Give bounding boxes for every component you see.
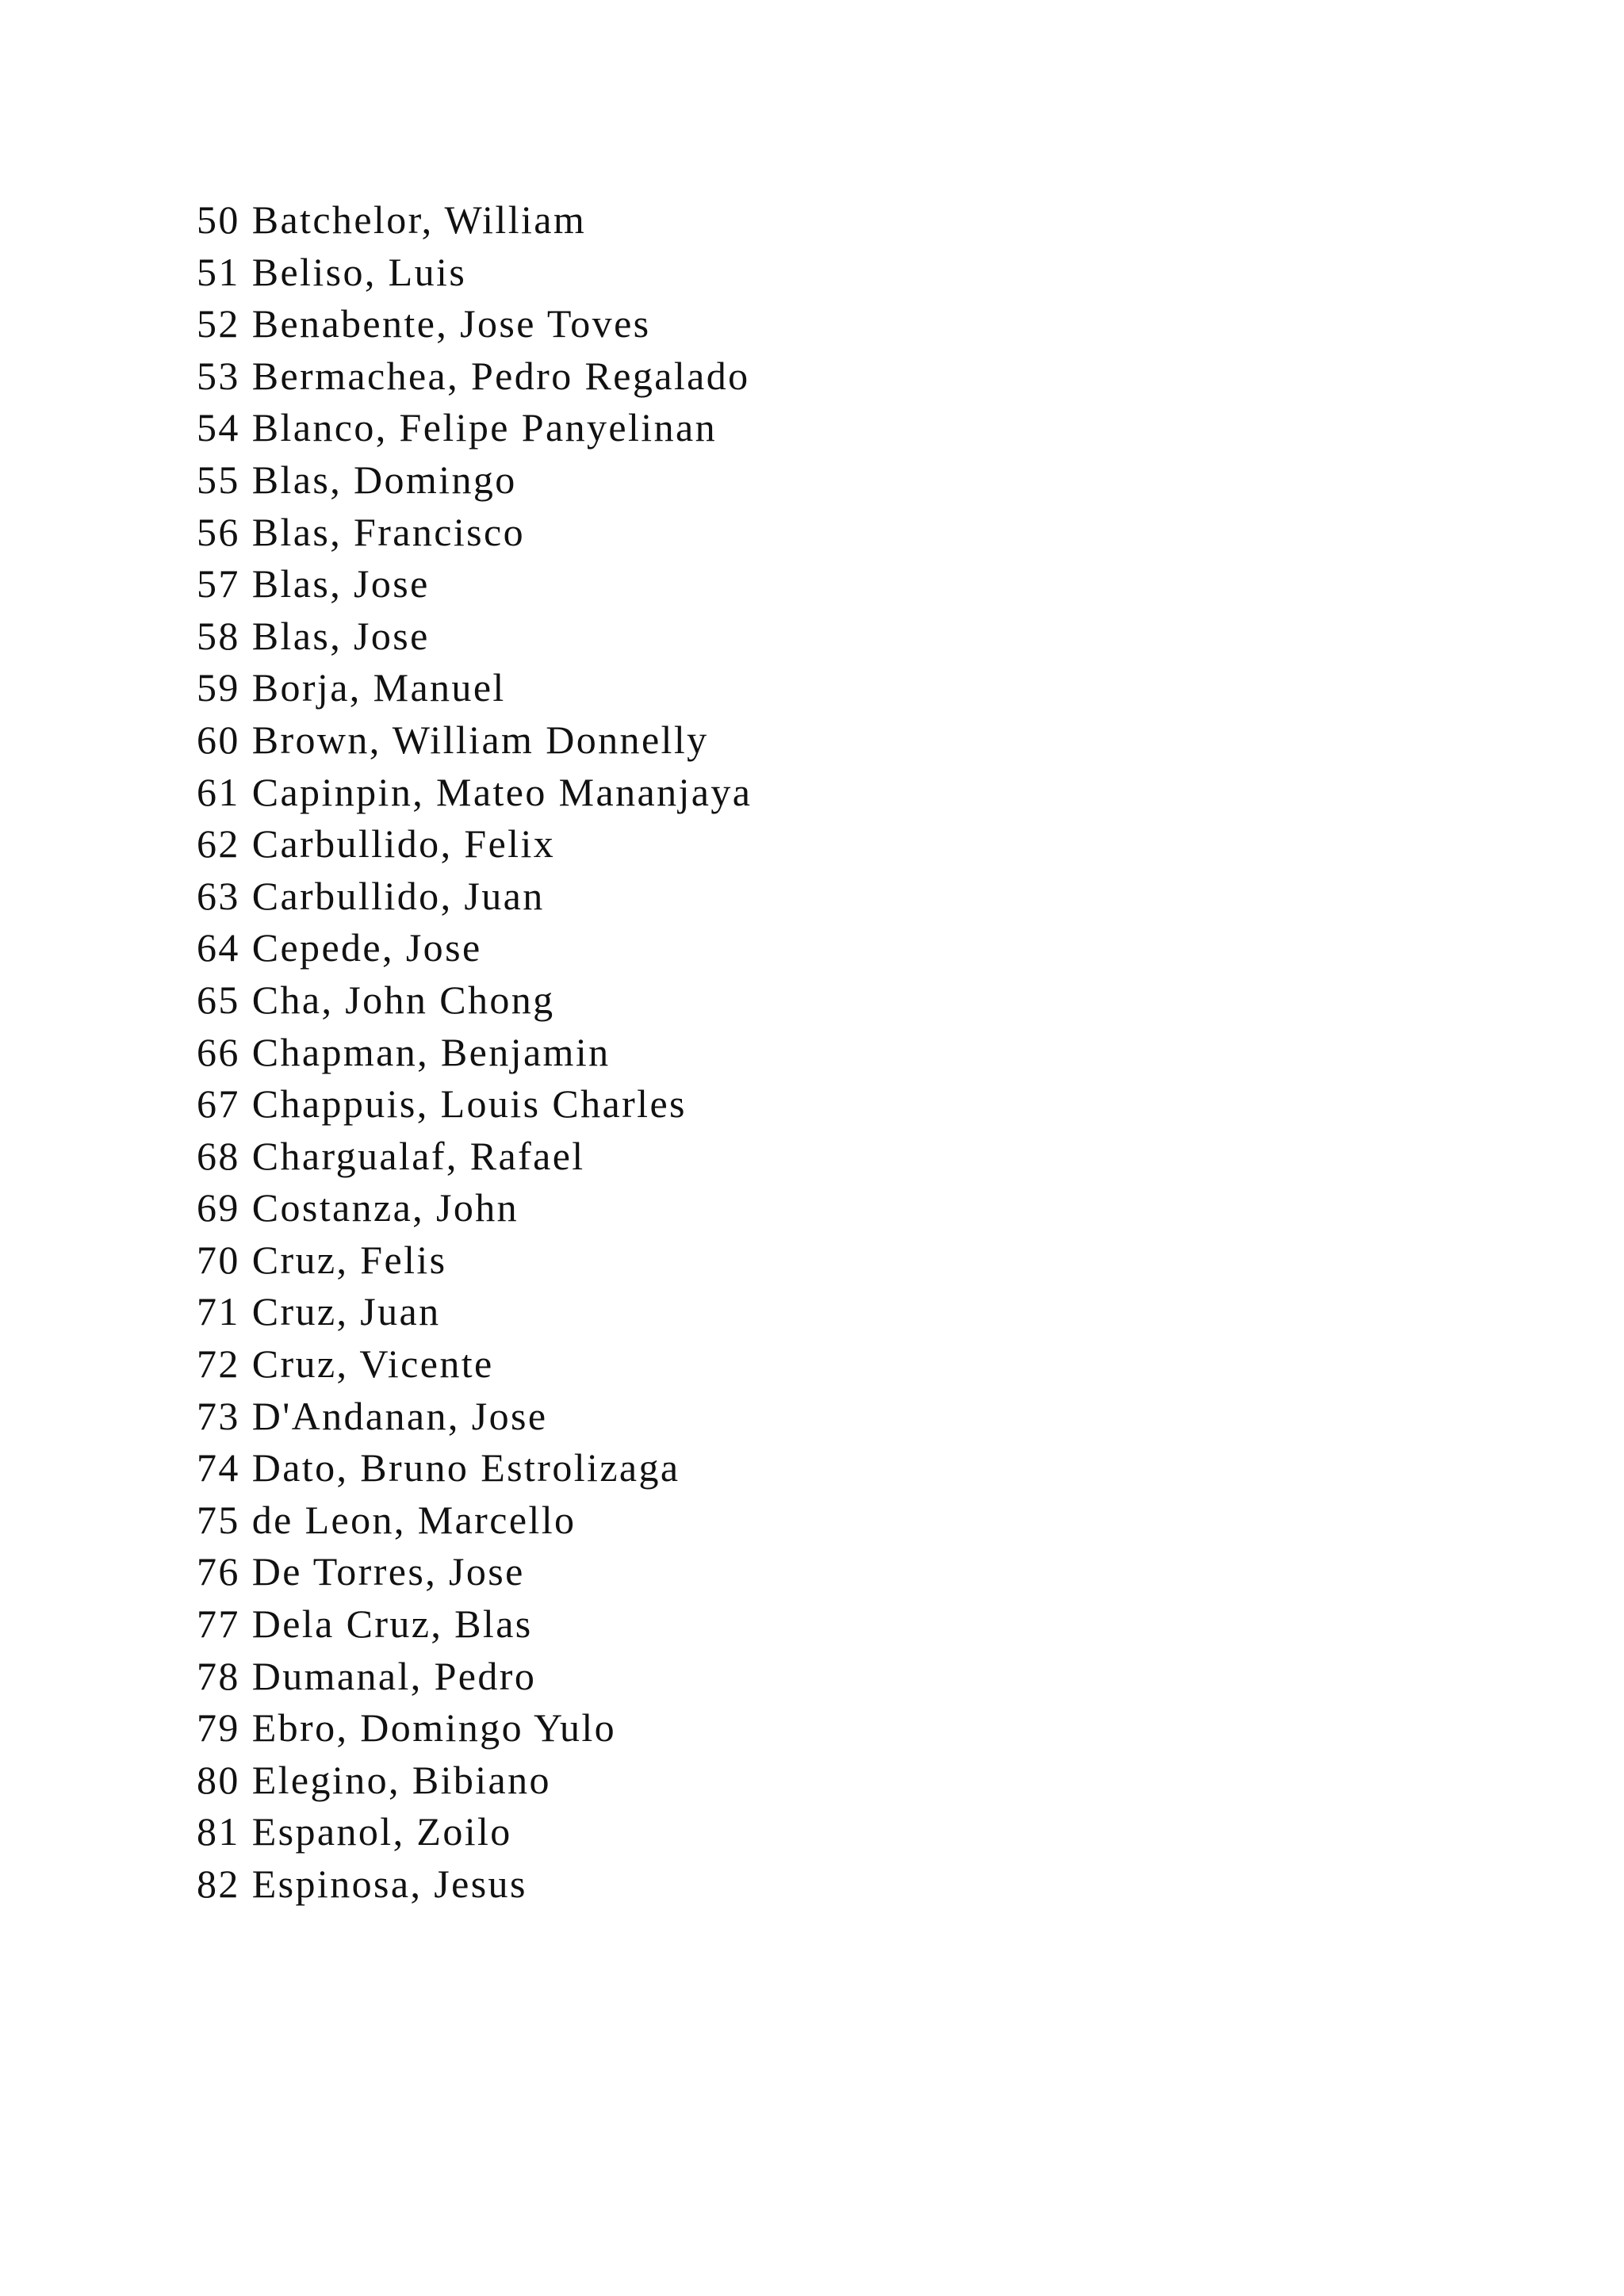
list-item: 59 Borja, Manuel: [197, 665, 506, 710]
list-item: 60 Brown, William Donnelly: [197, 717, 709, 762]
list-item: 72 Cruz, Vicente: [197, 1341, 494, 1387]
list-item: 81 Espanol, Zoilo: [197, 1809, 512, 1854]
list-item: 50 Batchelor, William: [197, 197, 587, 242]
list-item: 58 Blas, Jose: [197, 613, 430, 658]
list-item: 64 Cepede, Jose: [197, 925, 482, 970]
list-item: 75 de Leon, Marcello: [197, 1497, 576, 1542]
list-item: 53 Bermachea, Pedro Regalado: [197, 353, 750, 398]
list-item: 78 Dumanal, Pedro: [197, 1653, 537, 1698]
list-item: 74 Dato, Bruno Estrolizaga: [197, 1445, 680, 1490]
list-item: 56 Blas, Francisco: [197, 509, 525, 554]
list-item: 62 Carbullido, Felix: [197, 821, 556, 867]
list-item: 65 Cha, John Chong: [197, 977, 555, 1022]
list-item: 82 Espinosa, Jesus: [197, 1862, 527, 1906]
list-item: 68 Chargualaf, Rafael: [197, 1133, 585, 1178]
list-item: 67 Chappuis, Louis Charles: [197, 1081, 687, 1127]
list-item: 70 Cruz, Felis: [197, 1237, 447, 1282]
list-item: 80 Elegino, Bibiano: [197, 1757, 551, 1802]
list-item: 51 Beliso, Luis: [197, 249, 467, 294]
list-item: 63 Carbullido, Juan: [197, 873, 545, 918]
list-item: 55 Blas, Domingo: [197, 457, 517, 502]
list-item: 79 Ebro, Domingo Yulo: [197, 1705, 617, 1751]
list-item: 52 Benabente, Jose Toves: [197, 301, 651, 346]
list-item: 77 Dela Cruz, Blas: [197, 1601, 533, 1647]
list-item: 66 Chapman, Benjamin: [197, 1029, 611, 1074]
list-item: 57 Blas, Jose: [197, 561, 430, 607]
list-item: 73 D'Andanan, Jose: [197, 1393, 548, 1438]
name-list: [197, 194, 752, 1911]
list-item: 71 Cruz, Juan: [197, 1289, 441, 1334]
list-item: 54 Blanco, Felipe Panyelinan: [197, 405, 717, 450]
list-item: 61 Capinpin, Mateo Mananjaya: [197, 769, 753, 814]
list-item: 69 Costanza, John: [197, 1185, 519, 1230]
list-item: 76 De Torres, Jose: [197, 1549, 525, 1594]
